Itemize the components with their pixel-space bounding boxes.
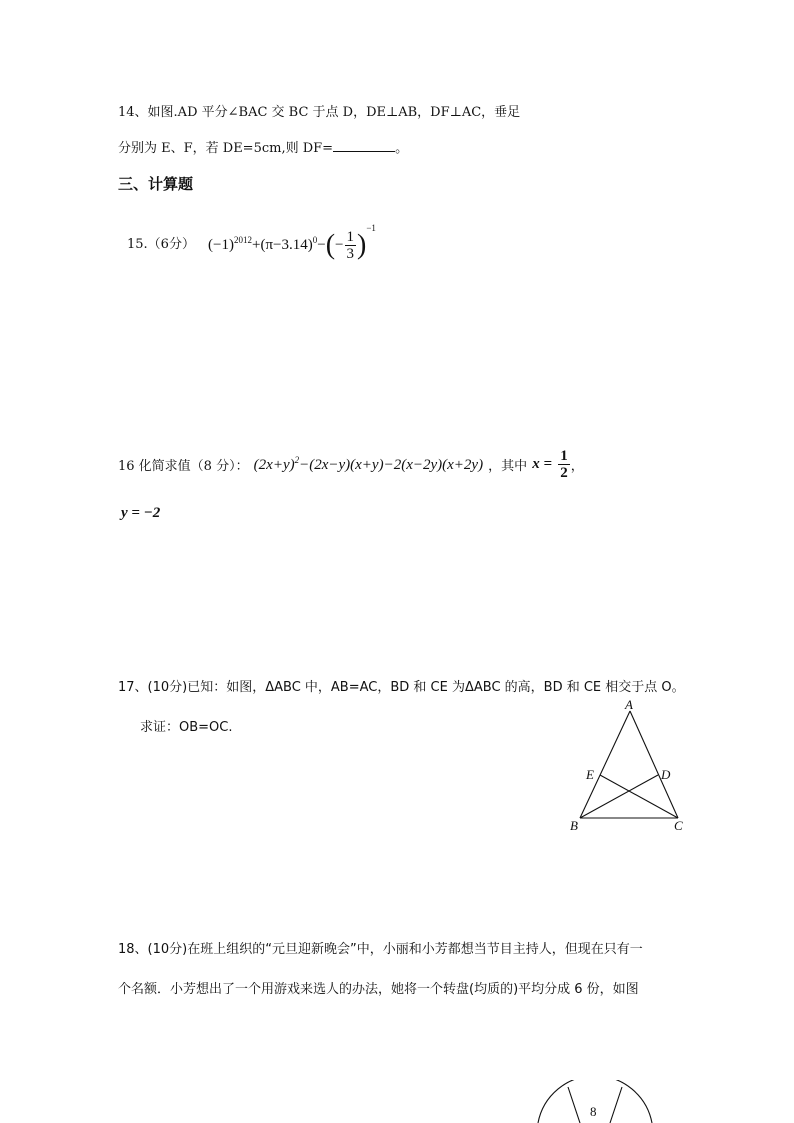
side-ac (630, 711, 678, 818)
q15-frac-num: 1 (346, 229, 354, 246)
q18-line2: 个名额．小芳想出了一个用游戏来选人的办法，她将一个转盘(均质的)平均分成 6 份，如图 (118, 982, 639, 997)
section-title: 三、计算题 (118, 175, 194, 193)
q15-expr-part3: − (317, 237, 326, 253)
label-c: C (674, 818, 683, 833)
q14-line2-text: 分别为 E、F，若 DE=5cm,则 DF= (118, 141, 334, 156)
q16-x-fraction (558, 448, 570, 481)
q16-comma: ， (570, 459, 584, 474)
q17-line1: 17、(10分)已知：如图，ΔABC 中，AB=AC，BD 和 CE 为ΔABC 的高，BD 和 CE 相交于点 O。 (118, 680, 685, 695)
q15 (127, 223, 376, 262)
label-b: B (570, 818, 578, 833)
label-d: D (661, 767, 671, 782)
q15-exp2: 0 (312, 235, 318, 245)
q15-exp3: −1 (366, 223, 376, 233)
spinner-divider-left (568, 1087, 580, 1123)
q14-line2 (118, 137, 408, 156)
q15-frac-sign: − (335, 237, 344, 253)
q15-label: 15.（6分） (127, 237, 195, 253)
q16-expr-rest: −(2x−y)(x+y)−2(x−2y)(x+2y) (299, 457, 484, 473)
q17-prove: 求证：OB=OC. (140, 720, 233, 735)
triangle-figure (560, 696, 700, 838)
q15-exp1: 2012 (234, 235, 252, 245)
q14-line2-end: 。 (395, 141, 409, 156)
q16-x-num: 1 (560, 448, 568, 464)
q16-mid: ，其中 (488, 459, 528, 474)
q16-label: 16 化简求值（8 分）： (118, 459, 249, 474)
q16-x-den: 2 (560, 465, 568, 481)
q16-y-eq: y = −2 (121, 505, 161, 521)
q16 (118, 448, 584, 481)
label-a: A (625, 697, 633, 712)
answer-blank (333, 139, 395, 152)
side-ab (580, 711, 630, 818)
spinner-figure (530, 1080, 660, 1123)
q15-expr-part2: +(π−3.14) (252, 237, 313, 253)
q16-exp: 2 (294, 455, 300, 465)
q16-expr: (2x+y) (253, 457, 295, 473)
spinner-divider-right (610, 1087, 622, 1123)
q15-frac-den: 3 (346, 246, 354, 263)
label-e: E (586, 767, 594, 782)
q14-line1: 14、如图.AD 平分∠BAC 交 BC 于点 D，DE⊥AB，DF⊥AC，垂足 (118, 105, 521, 120)
q16-expression (254, 457, 483, 473)
q15-expr-part1: (−1) (208, 237, 234, 253)
q15-expression: $(-1)^{2012}+(\pi-3.14)^0-(-$ $\frac{1}{3}$ )$^{-1}$ (208, 223, 376, 263)
q16-x-eq: x = (532, 456, 553, 472)
q15-fraction (345, 229, 357, 262)
spinner-number: 8 (590, 1104, 597, 1119)
q18-line1: 18、(10分)在班上组织的“元旦迎新晚会”中，小丽和小芳都想当节目主持人，但现在只有一 (118, 942, 643, 957)
